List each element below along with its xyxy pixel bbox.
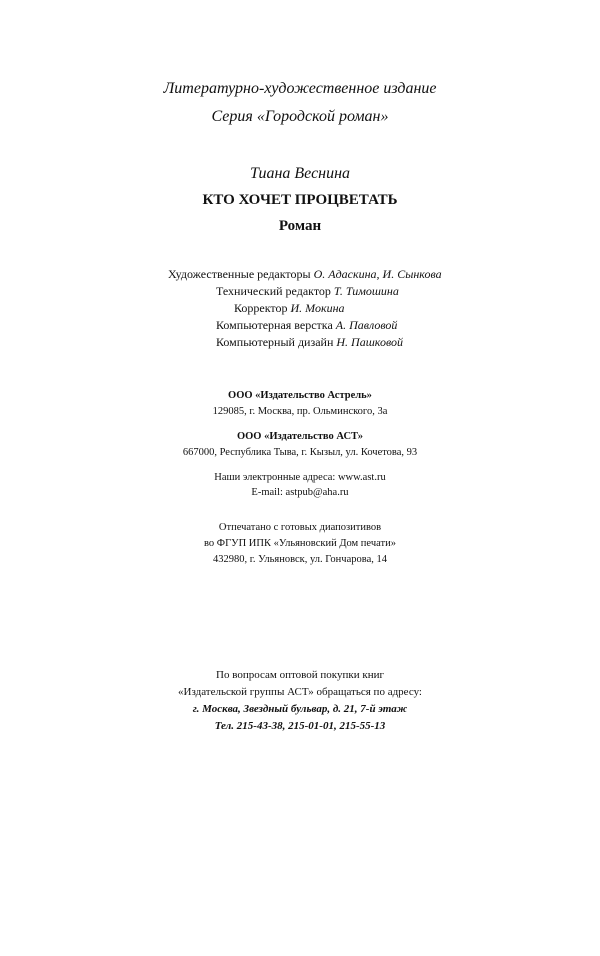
credit-role: Компьютерный дизайн (216, 335, 334, 349)
publisher-address: 667000, Республика Тыва, г. Кызыл, ул. Кочетова, 93 (182, 447, 418, 458)
credit-line (168, 283, 442, 300)
series-name: Серия «Городской роман» (211, 108, 389, 125)
wholesale-phones: Тел. 215-43-38, 215-01-01, 215-55-13 (214, 720, 386, 732)
credit-line (168, 334, 442, 351)
book-title: КТО ХОЧЕТ ПРОЦВЕТАТЬ (202, 192, 398, 208)
book-genre: Роман (278, 218, 322, 234)
credits-block (168, 266, 442, 351)
credit-line (168, 266, 442, 283)
wholesale-address: г. Москва, Звездный бульвар, д. 21, 7-й этаж (192, 703, 408, 715)
credit-line (168, 300, 442, 317)
author-name: Тиана Веснина (249, 165, 351, 182)
credit-name: Н. Пашковой (336, 335, 403, 349)
credit-name: И. Мокина (290, 301, 345, 315)
web-address: Наши электронные адреса: www.ast.ru (214, 472, 386, 483)
publisher-name: ООО «Издательство Астрель» (228, 390, 372, 401)
wholesale-line: «Издательской группы АСТ» обращаться по адресу: (178, 686, 422, 698)
printing-line: 432980, г. Ульяновск, ул. Гончарова, 14 (213, 554, 387, 565)
publisher-name: ООО «Издательство АСТ» (236, 431, 364, 442)
credit-role: Корректор (234, 301, 288, 315)
credit-role: Технический редактор (216, 284, 331, 298)
wholesale-line: По вопросам оптовой покупки книг (216, 669, 384, 681)
credit-name: А. Павловой (335, 318, 398, 332)
credit-line (168, 317, 442, 334)
credit-role: Компьютерная верстка (216, 318, 333, 332)
email-address: E-mail: astpub@aha.ru (251, 487, 349, 498)
credit-role: Художественные редакторы (168, 267, 311, 281)
credit-name: О. Адаскина, И. Сынкова (313, 267, 442, 281)
credit-name: Т. Тимошина (333, 284, 399, 298)
printing-line: Отпечатано с готовых диапозитивов (218, 522, 382, 533)
publisher-address: 129085, г. Москва, пр. Ольминского, 3а (212, 406, 388, 417)
printing-line: во ФГУП ИПК «Ульяновский Дом печати» (204, 538, 396, 549)
edition-type: Литературно-художественное издание (163, 80, 437, 97)
